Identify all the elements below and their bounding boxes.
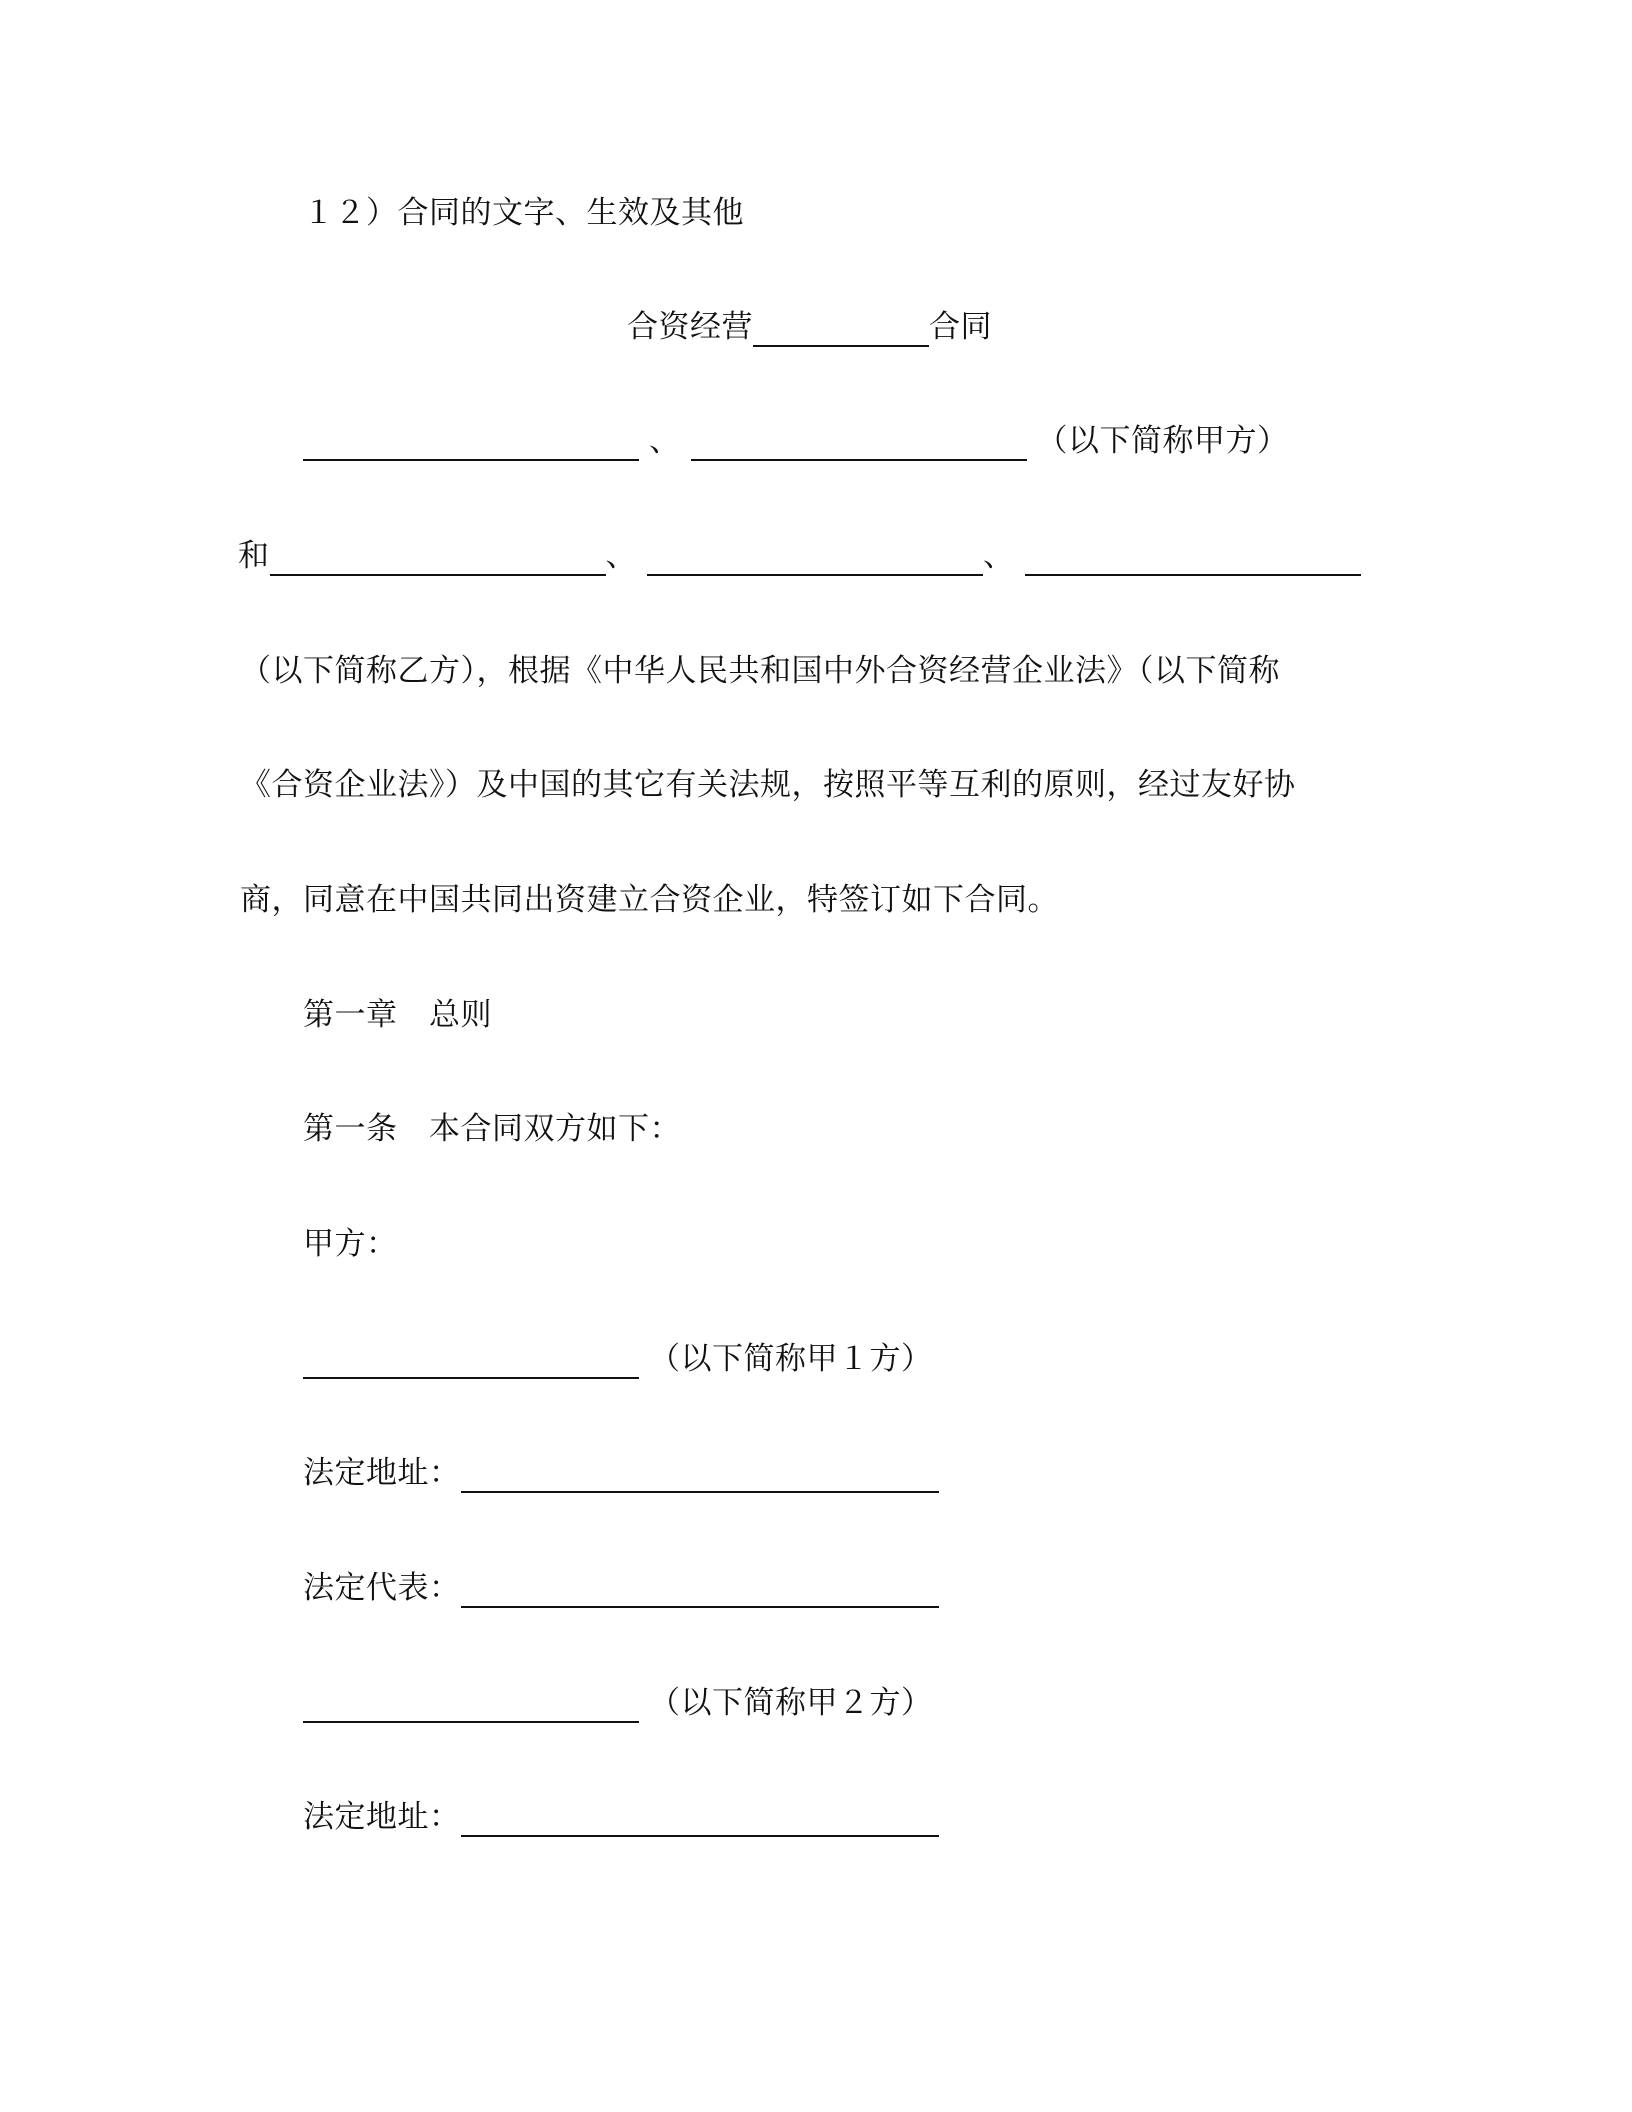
party-a-name-blank-1[interactable] (303, 425, 639, 461)
party-a1-abbrev: （以下简称甲１方） (649, 1341, 933, 1377)
party-a1-address-line (303, 1453, 939, 1493)
party-b-name-blank-1[interactable] (270, 540, 606, 576)
representative-label: 法定代表： (303, 1570, 461, 1606)
party-b-name-blank-2[interactable] (647, 540, 983, 576)
party-b-name-blank-3[interactable] (1025, 540, 1361, 576)
chapter-heading (303, 995, 492, 1035)
party-a-label (303, 1224, 398, 1264)
party-a-label-text: 甲方： (303, 1226, 398, 1262)
party-separator: 、 (983, 538, 1015, 574)
contract-title (627, 307, 992, 347)
party-a1-representative-line (303, 1568, 939, 1608)
party-a1-representative-blank[interactable] (461, 1572, 939, 1608)
body-line-1 (240, 651, 1280, 691)
article-heading (303, 1109, 681, 1149)
parties-line-2 (238, 536, 1361, 576)
party-a1-name-line (303, 1339, 933, 1379)
party-a2-address-line (303, 1797, 939, 1837)
party-a2-name-line (303, 1683, 933, 1723)
contract-name-blank[interactable] (753, 311, 929, 347)
section-heading (303, 193, 744, 233)
address-label: 法定地址： (303, 1799, 461, 1835)
party-a2-abbrev: （以下简称甲２方） (649, 1685, 933, 1721)
and-word: 和 (238, 538, 270, 574)
chapter-heading-text: 第一章 总则 (303, 997, 492, 1033)
address-label: 法定地址： (303, 1455, 461, 1491)
section-heading-text: １２）合同的文字、生效及其他 (303, 195, 744, 231)
party-a2-address-blank[interactable] (461, 1801, 939, 1837)
body-line-3 (240, 880, 1059, 920)
party-a-name-blank-2[interactable] (691, 425, 1027, 461)
party-a-abbrev: （以下简称甲方） (1036, 423, 1289, 459)
body-text: （以下简称乙方），根据《中华人民共和国中外合资经营企业法》（以下简称 (240, 653, 1280, 689)
article-heading-text: 第一条 本合同双方如下： (303, 1111, 681, 1147)
party-separator: 、 (605, 538, 637, 574)
party-separator: 、 (649, 423, 681, 459)
party-a1-name-blank[interactable] (303, 1343, 639, 1379)
body-text: 《合资企业法》）及中国的其它有关法规，按照平等互利的原则，经过友好协 (240, 767, 1296, 803)
body-text: 商，同意在中国共同出资建立合资企业，特签订如下合同。 (240, 882, 1059, 918)
party-a2-name-blank[interactable] (303, 1687, 639, 1723)
contract-title-prefix: 合资经营 (627, 309, 753, 345)
parties-line-1 (303, 421, 1289, 461)
body-line-2 (240, 765, 1296, 805)
party-a1-address-blank[interactable] (461, 1457, 939, 1493)
contract-title-suffix: 合同 (929, 309, 992, 345)
